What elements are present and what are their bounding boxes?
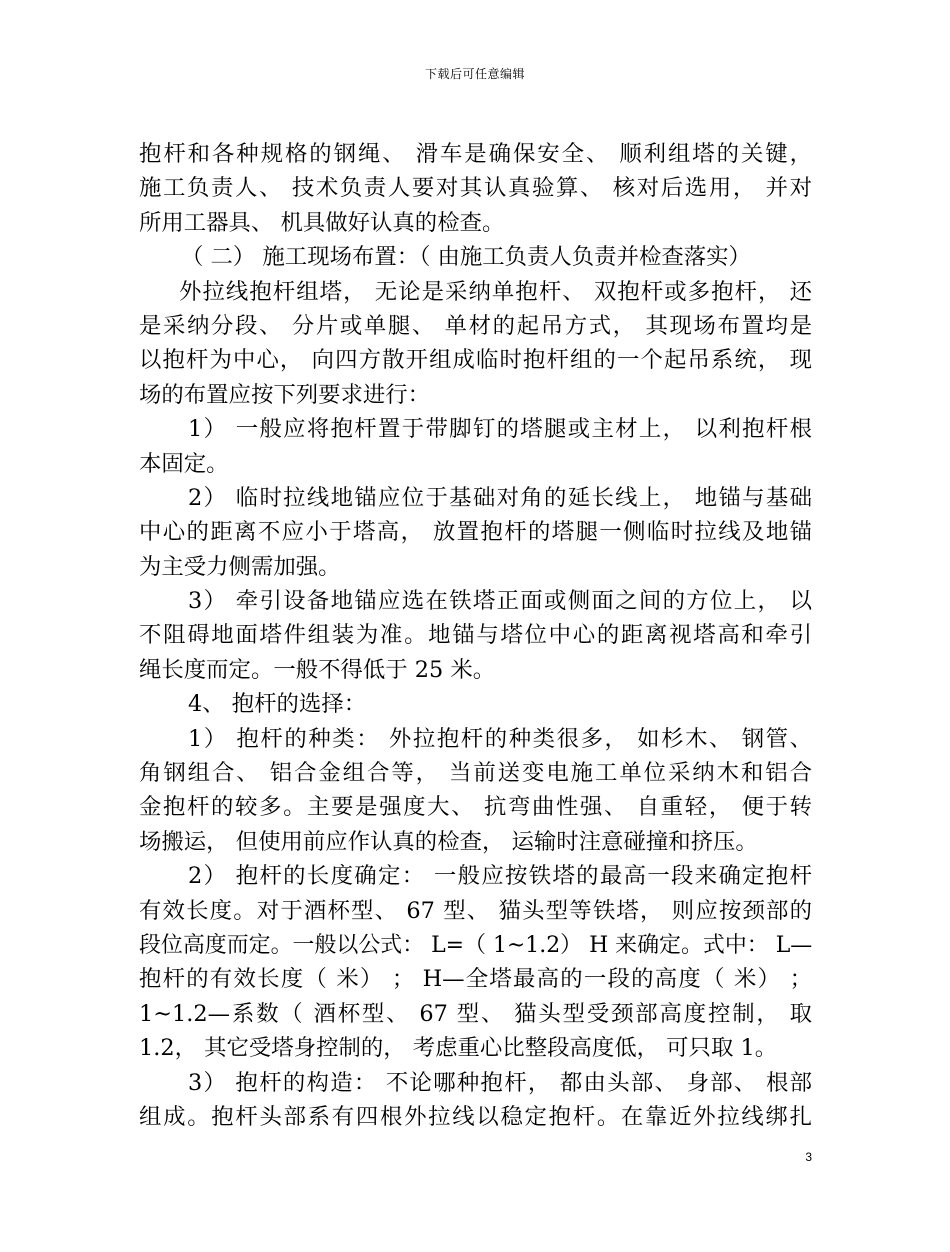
section-heading: （ 二） 施工现场布置：（ 由施工负责人负责并检查落实） bbox=[181, 244, 751, 271]
section-heading: 4、 抱杆的选择： bbox=[188, 691, 367, 718]
text-line: 不阻碍地面塔件组装为准。地锚与塔位中心的距离视塔高和牵引 bbox=[139, 622, 812, 649]
text-line: 1.2， 其它受塔身控制的， 考虑重心比整段高度低， 可只取 1。 bbox=[139, 1035, 778, 1062]
text-line: 场的布置应按下列要求进行： bbox=[139, 381, 431, 408]
text-line: 3） 抱杆的构造： 不论哪种抱杆， 都由头部、 身部、 根部 bbox=[188, 1069, 812, 1096]
text-line: 所用工器具、 机具做好认真的检查。 bbox=[139, 209, 505, 236]
text-line: 组成。抱杆头部系有四根外拉线以稳定抱杆。在靠近外拉线绑扎 bbox=[139, 1103, 812, 1130]
text-line: 2） 临时拉线地锚应位于基础对角的延长线上， 地锚与基础 bbox=[188, 484, 812, 511]
text-line: 角钢组合、 铝合金组合等， 当前送变电施工单位采纳木和铝合 bbox=[139, 760, 812, 787]
text-line: 为主受力侧需加强。 bbox=[139, 553, 341, 580]
text-line: 抱杆的有效长度（ 米） ； H—全塔最高的一段的高度（ 米） ； bbox=[139, 966, 812, 993]
text-line: 抱杆和各种规格的钢绳、 滑车是确保安全、 顺利组塔的关键， bbox=[139, 141, 812, 167]
text-line: 本固定。 bbox=[139, 450, 229, 477]
text-line: 中心的距离不应小于塔高， 放置抱杆的塔腿一侧临时拉线及地锚 bbox=[139, 519, 812, 546]
text-line: 1~1.2—系数（ 酒杯型、 67 型、 猫头型受颈部高度控制， 取 bbox=[139, 1000, 812, 1027]
text-line: 施工负责人、 技术负责人要对其认真验算、 核对后选用， 并对 bbox=[139, 175, 812, 202]
page-header: 下载后可任意编辑 bbox=[424, 67, 525, 81]
text-line: 以抱杆为中心， 向四方散开组成临时抱杆组的一个起吊系统， 现 bbox=[139, 347, 812, 374]
text-line: 外拉线抱杆组塔， 无论是采纳单抱杆、 双抱杆或多抱杆， 还 bbox=[179, 278, 812, 305]
text-line: 绳长度而定。一般不得低于 25 米。 bbox=[139, 656, 496, 683]
text-line: 场搬运， 但使用前应作认真的检查， 运输时注意碰撞和挤压。 bbox=[139, 828, 758, 855]
document-body bbox=[139, 137, 812, 1134]
text-line: 2） 抱杆的长度确定： 一般应按铁塔的最高一段来确定抱杆 bbox=[188, 863, 812, 890]
text-line: 3） 牵引设备地锚应选在铁塔正面或侧面之间的方位上， 以 bbox=[188, 588, 812, 615]
text-line: 1） 抱杆的种类： 外拉抱杆的种类很多， 如杉木、 钢管、 bbox=[188, 725, 812, 752]
page-number: 3 bbox=[805, 1150, 812, 1164]
text-line: 金抱杆的较多。主要是强度大、 抗弯曲性强、 自重轻， 便于转 bbox=[139, 794, 812, 821]
text-line: 段位高度而定。一般以公式： L=（ 1~1.2） H 来确定。式中： L— bbox=[139, 931, 813, 958]
text-line: 1） 一般应将抱杆置于带脚钉的塔腿或主材上， 以利抱杆根 bbox=[188, 416, 812, 443]
text-line: 有效长度。对于酒杯型、 67 型、 猫头型等铁塔， 则应按颈部的 bbox=[139, 897, 812, 924]
text-line: 是采纳分段、 分片或单腿、 单材的起吊方式， 其现场布置均是 bbox=[139, 312, 812, 339]
